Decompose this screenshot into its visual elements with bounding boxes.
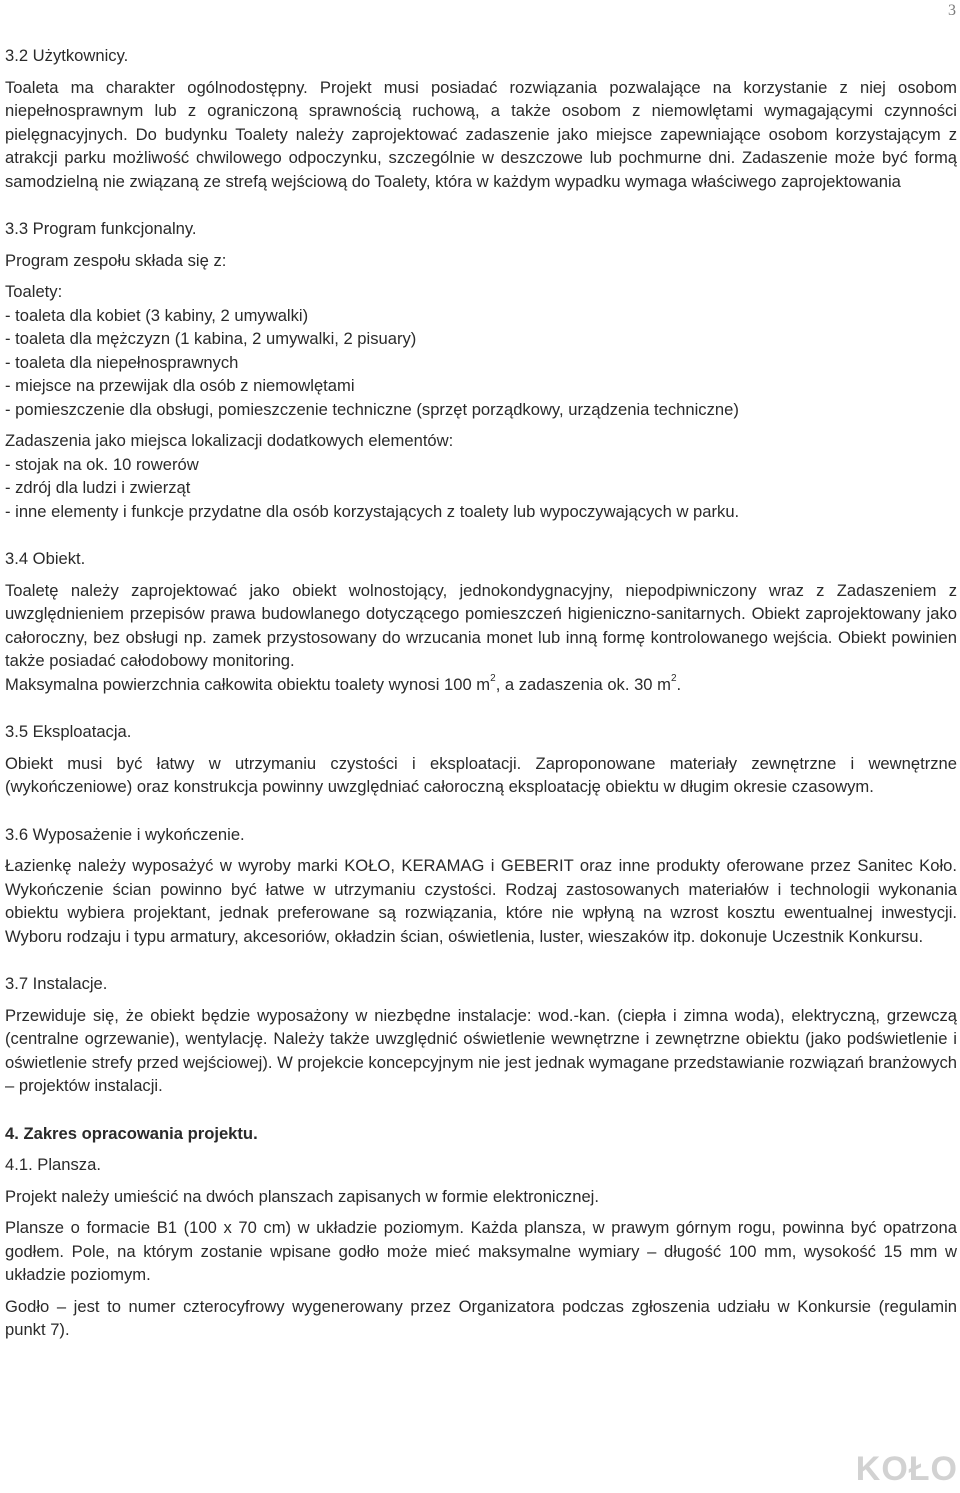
list-item: - pomieszczenie dla obsługi, pomieszczenie techniczne (sprzęt porządkowy, urządzenia techniczne): [5, 399, 739, 419]
roofs-list: [5, 453, 957, 524]
toilets-list: [5, 304, 957, 422]
document-body: [5, 44, 957, 1342]
list-item: - miejsce na przewijak dla osób z niemowlętami: [5, 376, 355, 395]
section-3-5-paragraph: Obiekt musi być łatwy w utrzymaniu czystości i eksploatacji. Zaproponowane materiały zewnętrzne i wewnętrzne (wykończeniowe) oraz konstrukcja powinny uwzględniać całoroczną eksploatację obiektu w długim okresie czasowym.: [5, 753, 957, 796]
list-item: - toaleta dla niepełnosprawnych: [5, 352, 239, 372]
list-item: - stojak na ok. 10 rowerów: [5, 454, 199, 474]
kolo-logo: KOŁO: [855, 1450, 958, 1488]
section-3-2-paragraph: Toaleta ma charakter ogólnodostępny. Projekt musi posiadać rozwiązania pozwalające na korzystanie z niej osobom niepełnosprawnym lub z ograniczoną sprawnością ruchową, a także osobom z niemowlętami wymagającymi czynności pielęgnacyjnych. Do budynku Toalety należy zaprojektować zadaszenie jako miejsce zapewniające osobom korzystającym z atrakcji parku możliwość chwilowego odpoczynku, szczególnie w deszczowe lub pochmurne dni. Zadaszenie może być formą samodzielną nie związaną ze strefą wejściową do Toalety, która w każdym wypadku wymaga właściwego zaprojektowania: [5, 77, 957, 191]
max-area-line: [5, 673, 957, 697]
section-3-4-title: 3.4 Obiekt.: [5, 549, 86, 568]
toilets-label: Toalety:: [5, 282, 63, 301]
section-4-1-title: 4.1. Plansza.: [5, 1155, 101, 1174]
section-3-6-paragraph: Łazienkę należy wyposażyć w wyroby marki KOŁO, KERAMAG i GEBERIT oraz inne produkty oferowane przez Sanitec Koło. Wykończenie ścian powinno być łatwe w utrzymaniu czystości. Rodzaj zastosowanych materiałów i technologii wykonania obiektu wybiera projektant, jednak preferowane są rozwiązania, które nie wpłyną na wzrost kosztu ewentualnej inwestycji. Wyboru rodzaju i typu armatury, akcesoriów, okładzin ścian, oświetlenia, luster, wieszaków itp. dokonuje Uczestnik Konkursu.: [5, 856, 957, 946]
section-3-7-title: 3.7 Instalacje.: [5, 974, 108, 993]
section-4-1-paragraph-3: Godło – jest to numer czterocyfrowy wygenerowany przez Organizatora podczas zgłoszenia udziału w Konkursie (regulamin punkt 7).: [5, 1296, 957, 1339]
section-4-1-paragraph-1: Projekt należy umieścić na dwóch planszach zapisanych w formie elektronicznej.: [5, 1186, 599, 1206]
section-4-title: 4. Zakres opracowania projektu.: [5, 1123, 258, 1143]
list-item: - toaleta dla kobiet (3 kabiny, 2 umywalki): [5, 305, 309, 325]
area-unit-superscript: 2: [490, 672, 496, 684]
section-3-3-title: 3.3 Program funkcjonalny.: [5, 219, 197, 238]
area-period: .: [676, 674, 682, 694]
list-item: - zdrój dla ludzi i zwierząt: [5, 478, 191, 497]
list-item: - toaleta dla mężczyzn (1 kabina, 2 umywalki, 2 pisuary): [5, 329, 417, 348]
roofs-label: Zadaszenia jako miejsca lokalizacji dodatkowych elementów:: [5, 431, 454, 450]
section-4-1-paragraph-2: Plansze o formacie B1 (100 x 70 cm) w układzie poziomym. Każda plansza, w prawym górnym rogu, powinna być opatrzona godłem. Pole, na którym zostanie wpisane godło może mieć maksymalne wymiary – długość 100 mm, wysokość 15 mm w układzie poziomym.: [5, 1218, 957, 1284]
section-3-7-paragraph: Przewiduje się, że obiekt będzie wyposażony w niezbędne instalacje: wod.-kan. (ciepła i zimna woda), elektryczną, grzewczą (centralne ogrzewanie), wentylację. Należy także uwzględnić oświetlenie wewnętrzne i zewnętrzne obiektu (jako podświetlenie i oświetlenie strefy przed wejściowej). W projekcie koncepcyjnym nie jest jednak wymagane przedstawianie rozwiązań branżowych – projektów instalacji.: [5, 1005, 957, 1095]
list-item: - inne elementy i funkcje przydatne dla osób korzystających z toalety lub wypoczywających w parku.: [5, 501, 740, 521]
section-3-6-title: 3.6 Wyposażenie i wykończenie.: [5, 824, 245, 844]
section-3-3-intro: Program zespołu składa się z:: [5, 250, 227, 270]
page-number: 3: [948, 2, 956, 19]
max-area-text: Maksymalna powierzchnia całkowita obiektu toalety wynosi 100 m: [5, 674, 491, 694]
section-3-2-title: 3.2 Użytkownicy.: [5, 46, 129, 65]
section-3-5-title: 3.5 Eksploatacja.: [5, 722, 132, 741]
section-3-4-paragraph: Toaletę należy zaprojektować jako obiekt wolnostojący, jednokondygnacyjny, niepodpiwniczony wraz z Zadaszeniem z uwzględnieniem przepisów prawa budowlanego dotyczącego pomieszczeń higieniczno-sanitarnych. Obiekt zaprojektowany jako całoroczny, bez obsługi np. zamek przystosowany do wrzucania monet lub inną formę kontrolowanego wejścia. Obiekt powinien także posiadać całodobowy monitoring.: [5, 580, 957, 670]
roof-unit-superscript: 2: [670, 672, 677, 684]
roof-area-text: , a zadaszenia ok. 30 m: [495, 674, 671, 694]
